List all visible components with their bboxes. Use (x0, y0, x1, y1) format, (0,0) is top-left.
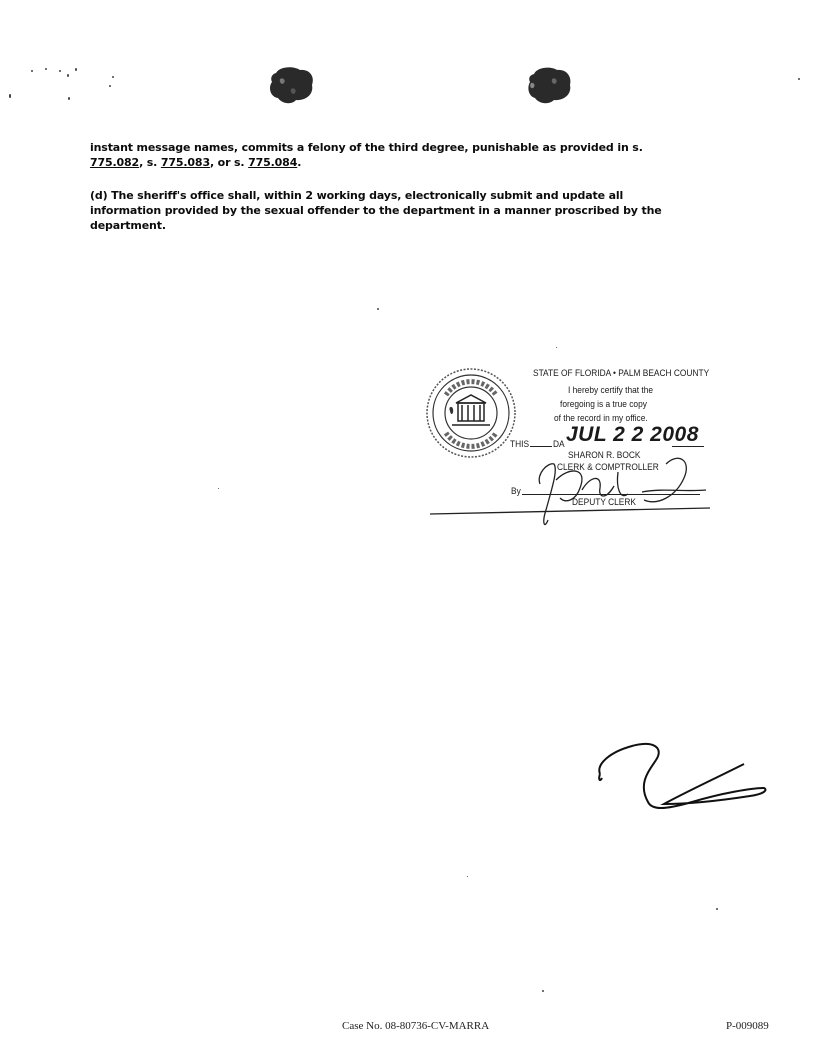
statute-text: instant message names, commits a felony of the third degree, punishable as provided in s. (90, 141, 643, 154)
scan-speck (542, 990, 544, 992)
deputy-clerk-label: DEPUTY CLERK (572, 497, 636, 508)
deputy-clerk-signature (430, 448, 730, 534)
scan-speck (109, 85, 111, 87)
scan-speck (467, 876, 468, 877)
scan-speck (798, 78, 800, 80)
scan-speck (68, 97, 70, 100)
scan-speck (112, 76, 114, 78)
statute-line (90, 155, 690, 170)
date-blank-line (672, 446, 704, 447)
hole-punch-mark-left (266, 65, 318, 107)
scan-speck (9, 94, 11, 98)
certification-text: of the record in my office. (554, 413, 648, 424)
statute-line (90, 140, 690, 155)
certification-text: foregoing is a true copy (560, 399, 647, 410)
citation-separator: , s. (139, 156, 161, 169)
hole-punch-mark-right (524, 65, 576, 107)
statute-paragraph-d (90, 188, 710, 233)
scan-speck (75, 68, 77, 71)
clerk-title: CLERK & COMPTROLLER (557, 462, 659, 473)
handwritten-initial-mark (592, 738, 770, 820)
date-stamp: JUL 2 2 2008 (566, 423, 699, 446)
certification-header: STATE OF FLORIDA • PALM BEACH COUNTY (533, 368, 710, 379)
certification-text: I hereby certify that the (568, 385, 654, 396)
scan-speck (556, 347, 557, 348)
date-blank-line (530, 446, 552, 447)
statute-citation-link[interactable]: 775.083 (160, 156, 210, 169)
scan-speck (67, 74, 69, 77)
statute-line: information provided by the sexual offender to the department in a manner proscribed by the (90, 204, 662, 217)
certification-by-label: By (511, 486, 521, 497)
statute-paragraph-continuation (90, 140, 690, 170)
footer-page-id: P-009089 (726, 1020, 769, 1032)
citation-separator: , or s. (209, 156, 249, 169)
certification-day-label: DA (553, 439, 565, 450)
scan-speck (218, 488, 219, 489)
scan-speck (377, 308, 379, 310)
citation-separator: . (297, 156, 302, 169)
statute-citation-link[interactable]: 775.082 (90, 156, 140, 169)
statute-citation-link[interactable]: 775.084 (248, 156, 298, 169)
scan-speck (45, 68, 47, 70)
footer-case-number: Case No. 08-80736-CV-MARRA (342, 1020, 490, 1032)
statute-line: department. (90, 219, 166, 232)
scan-speck (716, 908, 718, 910)
scan-speck (59, 70, 61, 72)
scan-speck (31, 70, 33, 72)
certification-this-label: THIS (510, 439, 530, 450)
clerk-name: SHARON R. BOCK (568, 450, 641, 461)
statute-line: (d) The sheriff's office shall, within 2 working days, electronically submit and update all (90, 189, 624, 202)
